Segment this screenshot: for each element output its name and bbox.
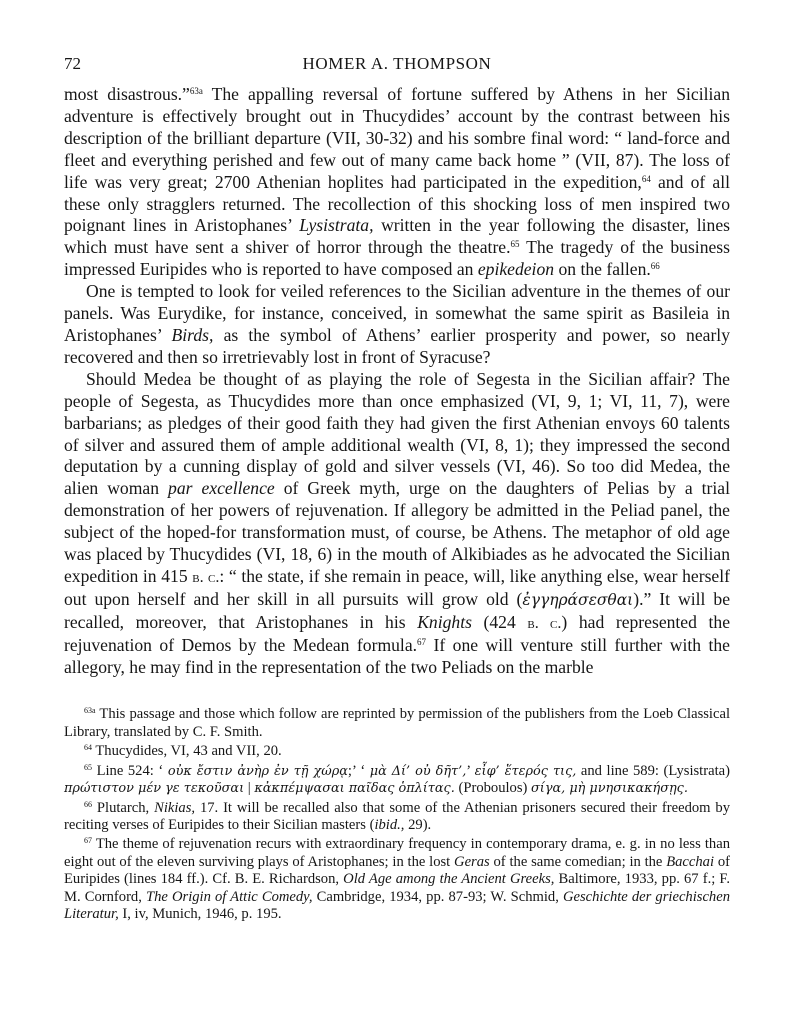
greek-word: ἐγγηράσεσθαι [522,590,634,609]
greek-quote: μὰ Δί’ οὐ δῆτ’, [369,763,467,779]
title-bacchai: Bacchai [666,853,715,870]
citation-title: Old Age among the Ancient Greeks, [343,871,555,888]
title-lysistrata: Lysistrata, [299,215,374,236]
page-number: 72 [64,54,81,73]
abbr-ibid: ibid., [374,816,405,833]
citation-title: Geschichte der griechischen Literatur, [64,888,731,922]
body-text [64,84,730,678]
paragraph-3: Should Medea be thought of as playing the role of Segesta in the Sicilian affair? The people of Segesta, as Thucydides more than once emphasized (VI, 9, 1; VI, 11, 7), were barbarians; as pledges of their good faith they had given the first Athenian envoys 60 talents of silver and assured them of ample additional wealth (VI, 8, 1); they impressed the second deputation by a cunning display of gold and silver vessels (VI, 46). So too did Medea, the alien woman par excellence of Greek myth, urge on the daughters of Pelias by a trial demonstration of her powers of rejuvenation. If allegory be admitted in the Peliad panel, the subject of the hoped-for transformation must, of course, be Athens. The metaphor of old age was placed by Thucydides (VI, 18, 6) in the mouth of Alkibiades as he advocated the Sicilian expedition in 415 b. c.: “ the state, if she remain in peace, will, like anything else, wear herself out upon herself and her skill in all pursuits will grow old (ἐγγηράσεσθαι).” It will be recalled, moreover, that Aristophanes in his Knights (424 b. c.) had represented the rejuvenation of Demos by the Medean formula.$^{67}$ If one will venture still further with the allegory, he may find in the representation of the two Peliads on the marble [64,368,731,677]
title-nikias: Nikias, [154,799,196,816]
title-knights: Knights [417,611,472,632]
footnote-number: 65 [84,762,92,772]
citation-title: The Origin of Attic Comedy, [145,888,313,905]
era-abbreviation: b. c. [192,567,220,586]
footnote-66: $^{66}$ Plutarch, Nikias, 17. It will be recalled also that some of the Athenian prisoners secured their freedom by reciting verses of Euripides to their Sicilian masters (ibid., 29). [64,799,731,833]
greek-quote: οὐκ ἔστιν ἀνὴρ ἐν τῇ χώρᾳ [167,763,348,779]
title-birds: Birds, [171,324,214,345]
running-head: HOMER A. THOMPSON [302,54,492,73]
paragraph-2: One is tempted to look for veiled references to the Sicilian adventure in the themes of our panels. Was Eurydike, for instance, conceived, in somewhat the same spirit as Basileia in Aristophanes’ Birds, as the symbol of Athens’ earlier prosperity and power, so nearly recovered and then so irretrievably lost in front of Syracuse? [64,281,730,367]
footnote-64: $^{64}$ Thucydides, VI, 43 and VII, 20. [84,743,282,760]
footnotes [64,706,730,923]
title-geras: Geras [454,853,490,870]
term-epikedeion: epikedeion [477,259,555,280]
page [64,54,730,925]
footnote-ref-63a[interactable]: 63a [189,86,203,96]
paragraph-1: most disastrous.”$^{63a}$ The appalling reversal of fortune suffered by Athens in her Sicilian adventure is effectively brought out in Thucydides’ account by the contrast between his description of the brilliant departure (VII, 30-32) and his sombre final word: “ land-force and fleet and everything perished and few out of many came back home ” (VII, 87). The loss of life was very great; 2700 Athenian hoplites had participated in the expedition,$^{64}$ and of all these only stragglers returned. The recollection of this shocking loss of men inspired two poignant lines in Aristophanes’ Lysistrata, written in the year following the disaster, lines which must have sent a shiver of horror through the theatre.$^{65}$ The tragedy of the business impressed Euripides who is reported to have composed an epikedeion on the fallen.$^{66}$ [64,84,730,280]
greek-quote: κἀκπέμψασαι παῖδας ὁπλίτας. [254,781,455,797]
greek-quote: εἶφ’ ἕτερός τις, [474,763,577,779]
footnote-number: 67 [84,836,92,846]
footnote-number: 64 [84,743,92,753]
footnote-67: $^{67}$ The theme of rejuvenation recurs with extraordinary frequency in contemporary drama, e. g. in no less than eight out of the eleven surviving plays of Aristophanes; in the lost Geras of the same comedian; in the Bacchai of Euripides (lines 184 ff.). Cf. B. E. Richardson, Old Age among the Ancient Greeks, Baltimore, 1933, pp. 67 f.; F. M. Cornford, The Origin of Attic Comedy, Cambridge, 1934, pp. 87-93; W. Schmid, Geschichte der griechischen Literatur, I, iv, Munich, 1946, p. 195. [64,836,731,922]
footnote-65: $^{65}$ Line 524: ‘ οὐκ ἔστιν ἀνὴρ ἐν τῇ χώρᾳ;’ ‘ μὰ Δί’ οὐ δῆτ’,’ εἶφ’ ἕτερός τις, and line 589: (Lysistrata) πρώτιστον μέν γε τεκοῦσαι | κἀκπέμψασαι παῖδας ὁπλίτας. (Proboulos) σίγα, μὴ μνησικακήσῃς. [64,762,730,797]
era-abbreviation: b. c. [527,613,562,632]
footnote-ref-67[interactable]: 67 [417,636,427,647]
footnote-ref-65[interactable]: 65 [510,239,520,250]
footnote-number: 63a [84,706,96,716]
footnote-number: 66 [84,799,92,809]
greek-quote: σίγα, μὴ μνησικακήσῃς. [531,781,688,797]
footnote-ref-64[interactable]: 64 [641,173,651,184]
page-header [64,54,730,84]
footnote-ref-66[interactable]: 66 [650,261,660,272]
greek-quote: πρώτιστον μέν γε τεκοῦσαι [64,781,245,797]
phrase-par-excellence: par excellence [168,478,275,499]
footnote-63a: $^{63a}$ This passage and those which follow are reprinted by permission of the publishers from the Loeb Classical Library, translated by C. F. Smith. [64,706,730,740]
